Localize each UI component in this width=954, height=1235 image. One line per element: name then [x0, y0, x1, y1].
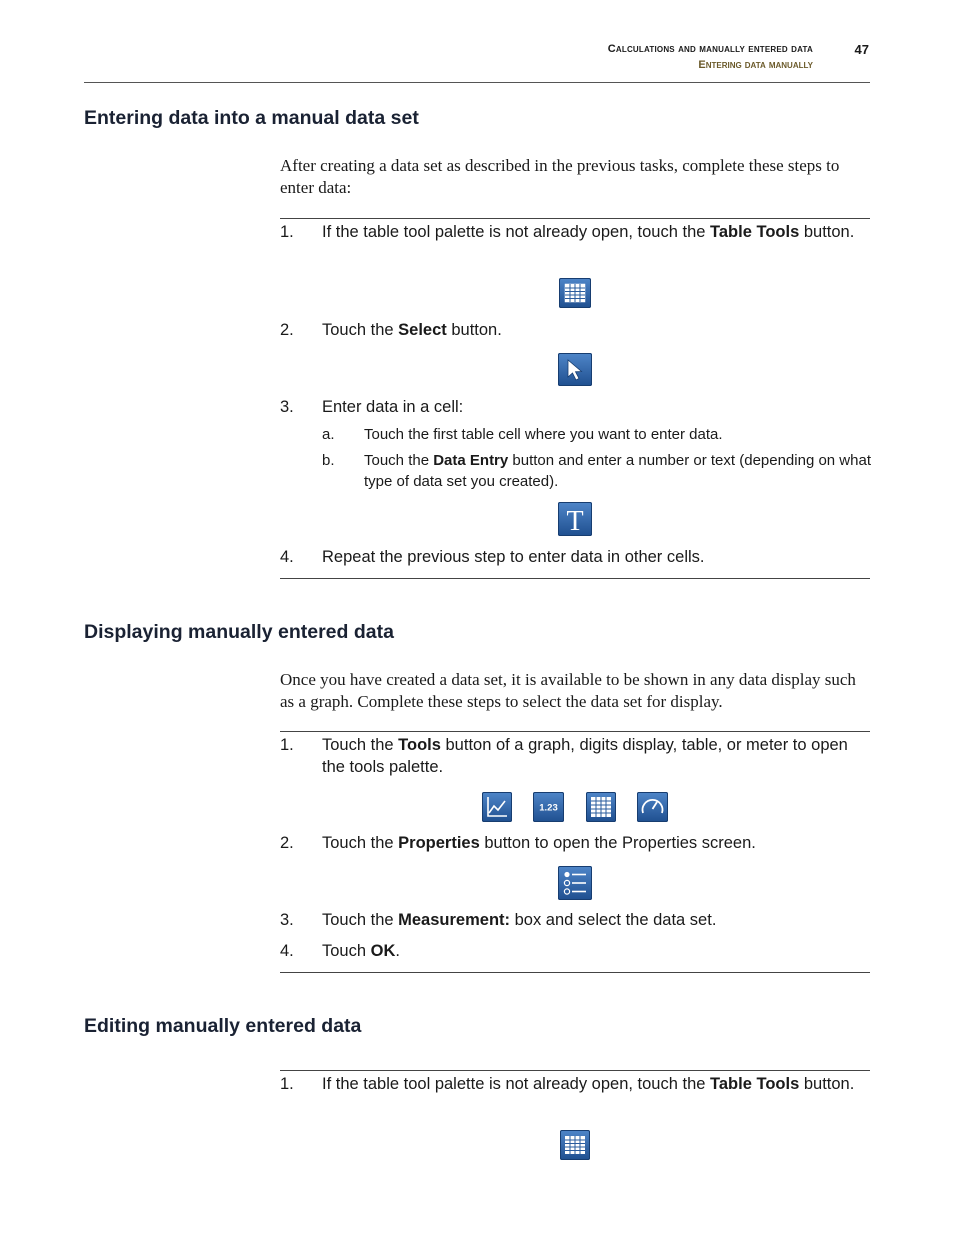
section1-step-3b [322, 450, 872, 492]
graph-tools-icon[interactable] [482, 792, 512, 822]
step-text: Touch [322, 942, 371, 960]
step-text: button. [446, 321, 502, 339]
section-heading-displaying-data: Displaying manually entered data [84, 621, 394, 643]
running-header-section: Entering data manually [698, 59, 813, 71]
step-number: 1. [280, 223, 294, 241]
step-number: 1. [280, 1075, 294, 1093]
step-number: 1. [280, 736, 294, 754]
step-text: button. [799, 1075, 855, 1093]
step-text: button. [799, 223, 855, 241]
table-tools-icon[interactable] [559, 278, 591, 308]
data-entry-text-icon[interactable] [558, 502, 592, 536]
section2-intro: Once you have created a data set, it is available to be shown in any data display such as a graph. Complete these steps to select the data set for display. [280, 670, 856, 711]
step-number: 2. [280, 321, 294, 339]
select-arrow-icon[interactable] [558, 353, 592, 386]
step-number: 2. [280, 834, 294, 852]
substep-text: Touch the first table cell where you want to enter data. [364, 426, 723, 443]
step-text: button of a graph, digits display, table, or meter to open the tools palette. [322, 736, 848, 776]
step-text: Touch the [322, 911, 399, 929]
step-number: 4. [280, 548, 294, 566]
substep-text: button and enter a number or text (depending on what type of data set you created). [364, 452, 871, 490]
step-text: Touch the [322, 834, 399, 852]
step-bold: Table Tools [710, 1075, 800, 1093]
page-number: 47 [854, 42, 869, 57]
step-number: 3. [280, 398, 294, 416]
table-tools-icon[interactable] [586, 792, 616, 822]
substep-bold: Data Entry [433, 452, 509, 469]
section-heading-entering-data: Entering data into a manual data set [84, 107, 419, 129]
section2-step-3 [280, 909, 872, 931]
section2-step-2 [280, 832, 872, 854]
step-text: Touch the [322, 736, 399, 754]
properties-icon[interactable] [558, 866, 592, 900]
step-number: 3. [280, 911, 294, 929]
section2-step-1 [280, 734, 872, 778]
section1-step-2 [280, 319, 872, 341]
step-text: box and select the data set. [510, 911, 717, 929]
step-bold: OK [370, 942, 396, 960]
digits-tools-icon[interactable] [533, 792, 564, 822]
substep-letter: a. [322, 426, 335, 443]
step-number: 4. [280, 942, 294, 960]
section1-step-4 [280, 546, 872, 568]
meter-tools-icon[interactable] [637, 792, 668, 822]
step-text: Touch the [322, 321, 399, 339]
step-text: If the table tool palette is not already open, touch the [322, 223, 711, 241]
step-bold: Select [398, 321, 447, 339]
section2-step-4 [280, 940, 872, 962]
section1-step-3 [280, 396, 872, 418]
step-bold: Table Tools [710, 223, 800, 241]
steps-bottom-rule [280, 972, 870, 973]
header-rule [84, 82, 870, 83]
section1-step-1 [280, 221, 872, 243]
section-heading-editing-data: Editing manually entered data [84, 1015, 362, 1037]
section1-intro: After creating a data set as described in the previous tasks, complete these steps to enter data: [280, 156, 840, 197]
step-bold: Measurement: [398, 911, 511, 929]
svg-text:T: T [566, 506, 584, 536]
substep-text: Touch the [364, 452, 434, 469]
step-text: If the table tool palette is not already open, touch the [322, 1075, 711, 1093]
table-tools-icon[interactable] [560, 1130, 590, 1160]
steps-top-rule [280, 218, 870, 219]
step-bold: Properties [398, 834, 480, 852]
steps-top-rule [280, 731, 870, 732]
digits-icon-label: 1.23 [539, 802, 558, 814]
steps-bottom-rule [280, 578, 870, 579]
substep-letter: b. [322, 452, 335, 469]
step-text: Repeat the previous step to enter data in other cells. [322, 548, 705, 566]
running-header-chapter: Calculations and manually entered data [607, 43, 813, 55]
section1-step-3a [322, 424, 872, 445]
section3-step-1 [280, 1073, 872, 1095]
step-text: Enter data in a cell: [322, 398, 464, 416]
step-text: button to open the Properties screen. [479, 834, 756, 852]
step-bold: Tools [398, 736, 441, 754]
step-text: . [395, 942, 400, 960]
steps-top-rule [280, 1070, 870, 1071]
